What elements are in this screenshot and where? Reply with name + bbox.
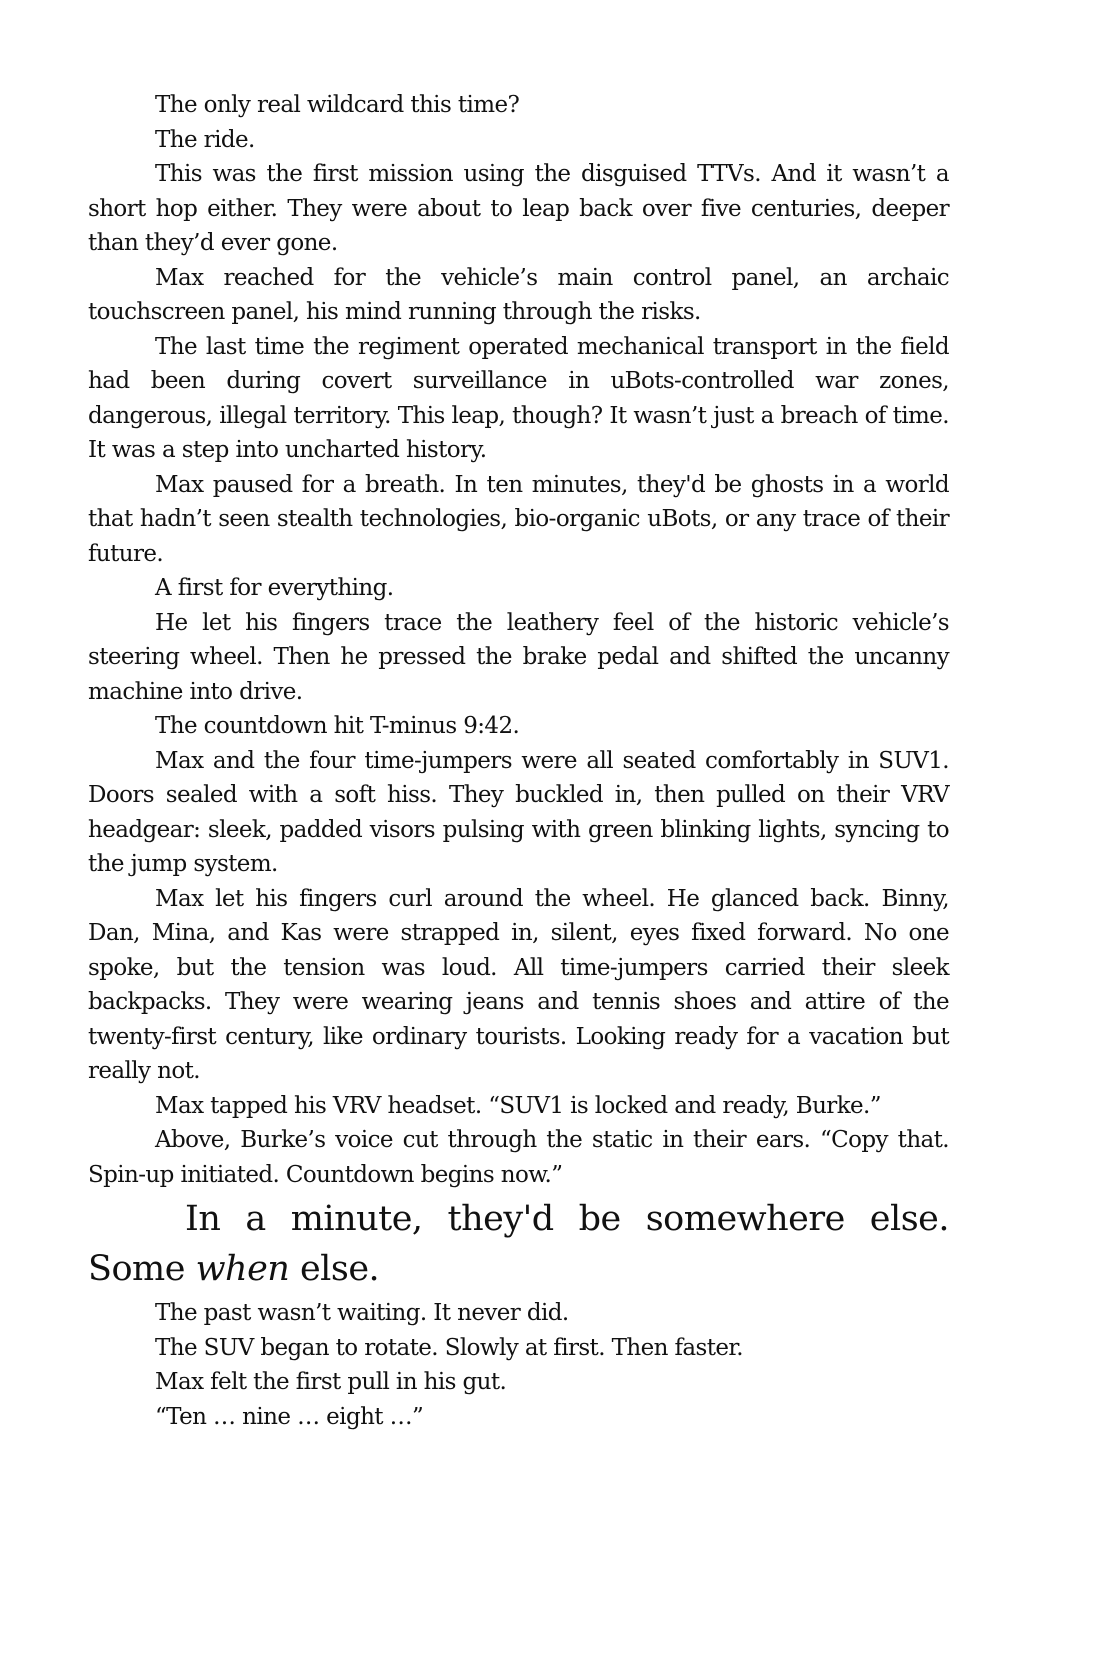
paragraph: He let his fingers trace the leathery feel of the historic vehicle’s steering wheel. Then he pressed the brake pedal and shifted the uncanny machine into drive.: [88, 609, 949, 705]
book-page: [88, 88, 949, 1434]
emphasis-italic-word: when: [195, 1249, 290, 1289]
paragraph: The countdown hit T-minus 9:42.: [155, 713, 520, 739]
paragraph: This was the first mission using the disguised TTVs. And it wasn’t a short hop either. They were about to leap back over five centuries, deeper than they’d ever gone.: [88, 161, 949, 256]
paragraph: The SUV began to rotate. Slowly at first. Then faster.: [155, 1334, 743, 1361]
emphasis-text: In a minute, they'd be somewhere else. Some: [88, 1199, 949, 1289]
emphasis-text-end: else.: [289, 1249, 380, 1289]
paragraph: A first for everything.: [155, 575, 394, 601]
paragraph: The ride.: [155, 126, 255, 153]
paragraph: The past wasn’t waiting. It never did.: [155, 1300, 569, 1326]
paragraph: Max let his fingers curl around the wheel. He glanced back. Binny, Dan, Mina, and Kas were strapped in, silent, eyes fixed forward. No one spoke, but the tension was loud. All time-jumpers carried their sleek backpacks. They were wearing jeans and tennis shoes and attire of the twenty-first century, like ordinary tourists. Looking ready for a vacation but really not.: [88, 885, 949, 1084]
paragraph: Max tapped his VRV headset. “SUV1 is locked and ready, Burke.”: [155, 1092, 881, 1119]
emphasized-paragraph: [88, 1194, 949, 1294]
paragraph: Max and the four time-jumpers were all seated comfortably in SUV1. Doors sealed with a soft hiss. They buckled in, then pulled on their VRV headgear: sleek, padded visors pulsing with green blinking lights, syncing to the jump system.: [88, 747, 949, 877]
paragraph: The last time the regiment operated mechanical transport in the field had been during covert surveillance in uBots-controlled war zones, dangerous, illegal territory. This leap, though? It wasn’t just a breach of time. It was a step into uncharted history.: [88, 333, 949, 463]
paragraph: Max paused for a breath. In ten minutes, they'd be ghosts in a world that hadn’t seen stealth technologies, bio-organic uBots, or any trace of their future.: [88, 471, 949, 567]
paragraph: “Ten … nine … eight …”: [155, 1403, 424, 1430]
paragraph: Max reached for the vehicle’s main control panel, an archaic touchscreen panel, his mind running through the risks.: [88, 264, 949, 325]
paragraph: Max felt the first pull in his gut.: [155, 1369, 507, 1395]
paragraph: The only real wildcard this time?: [155, 92, 520, 118]
paragraph: Above, Burke’s voice cut through the static in their ears. “Copy that. Spin-up initiated. Countdown begins now.”: [88, 1127, 949, 1188]
